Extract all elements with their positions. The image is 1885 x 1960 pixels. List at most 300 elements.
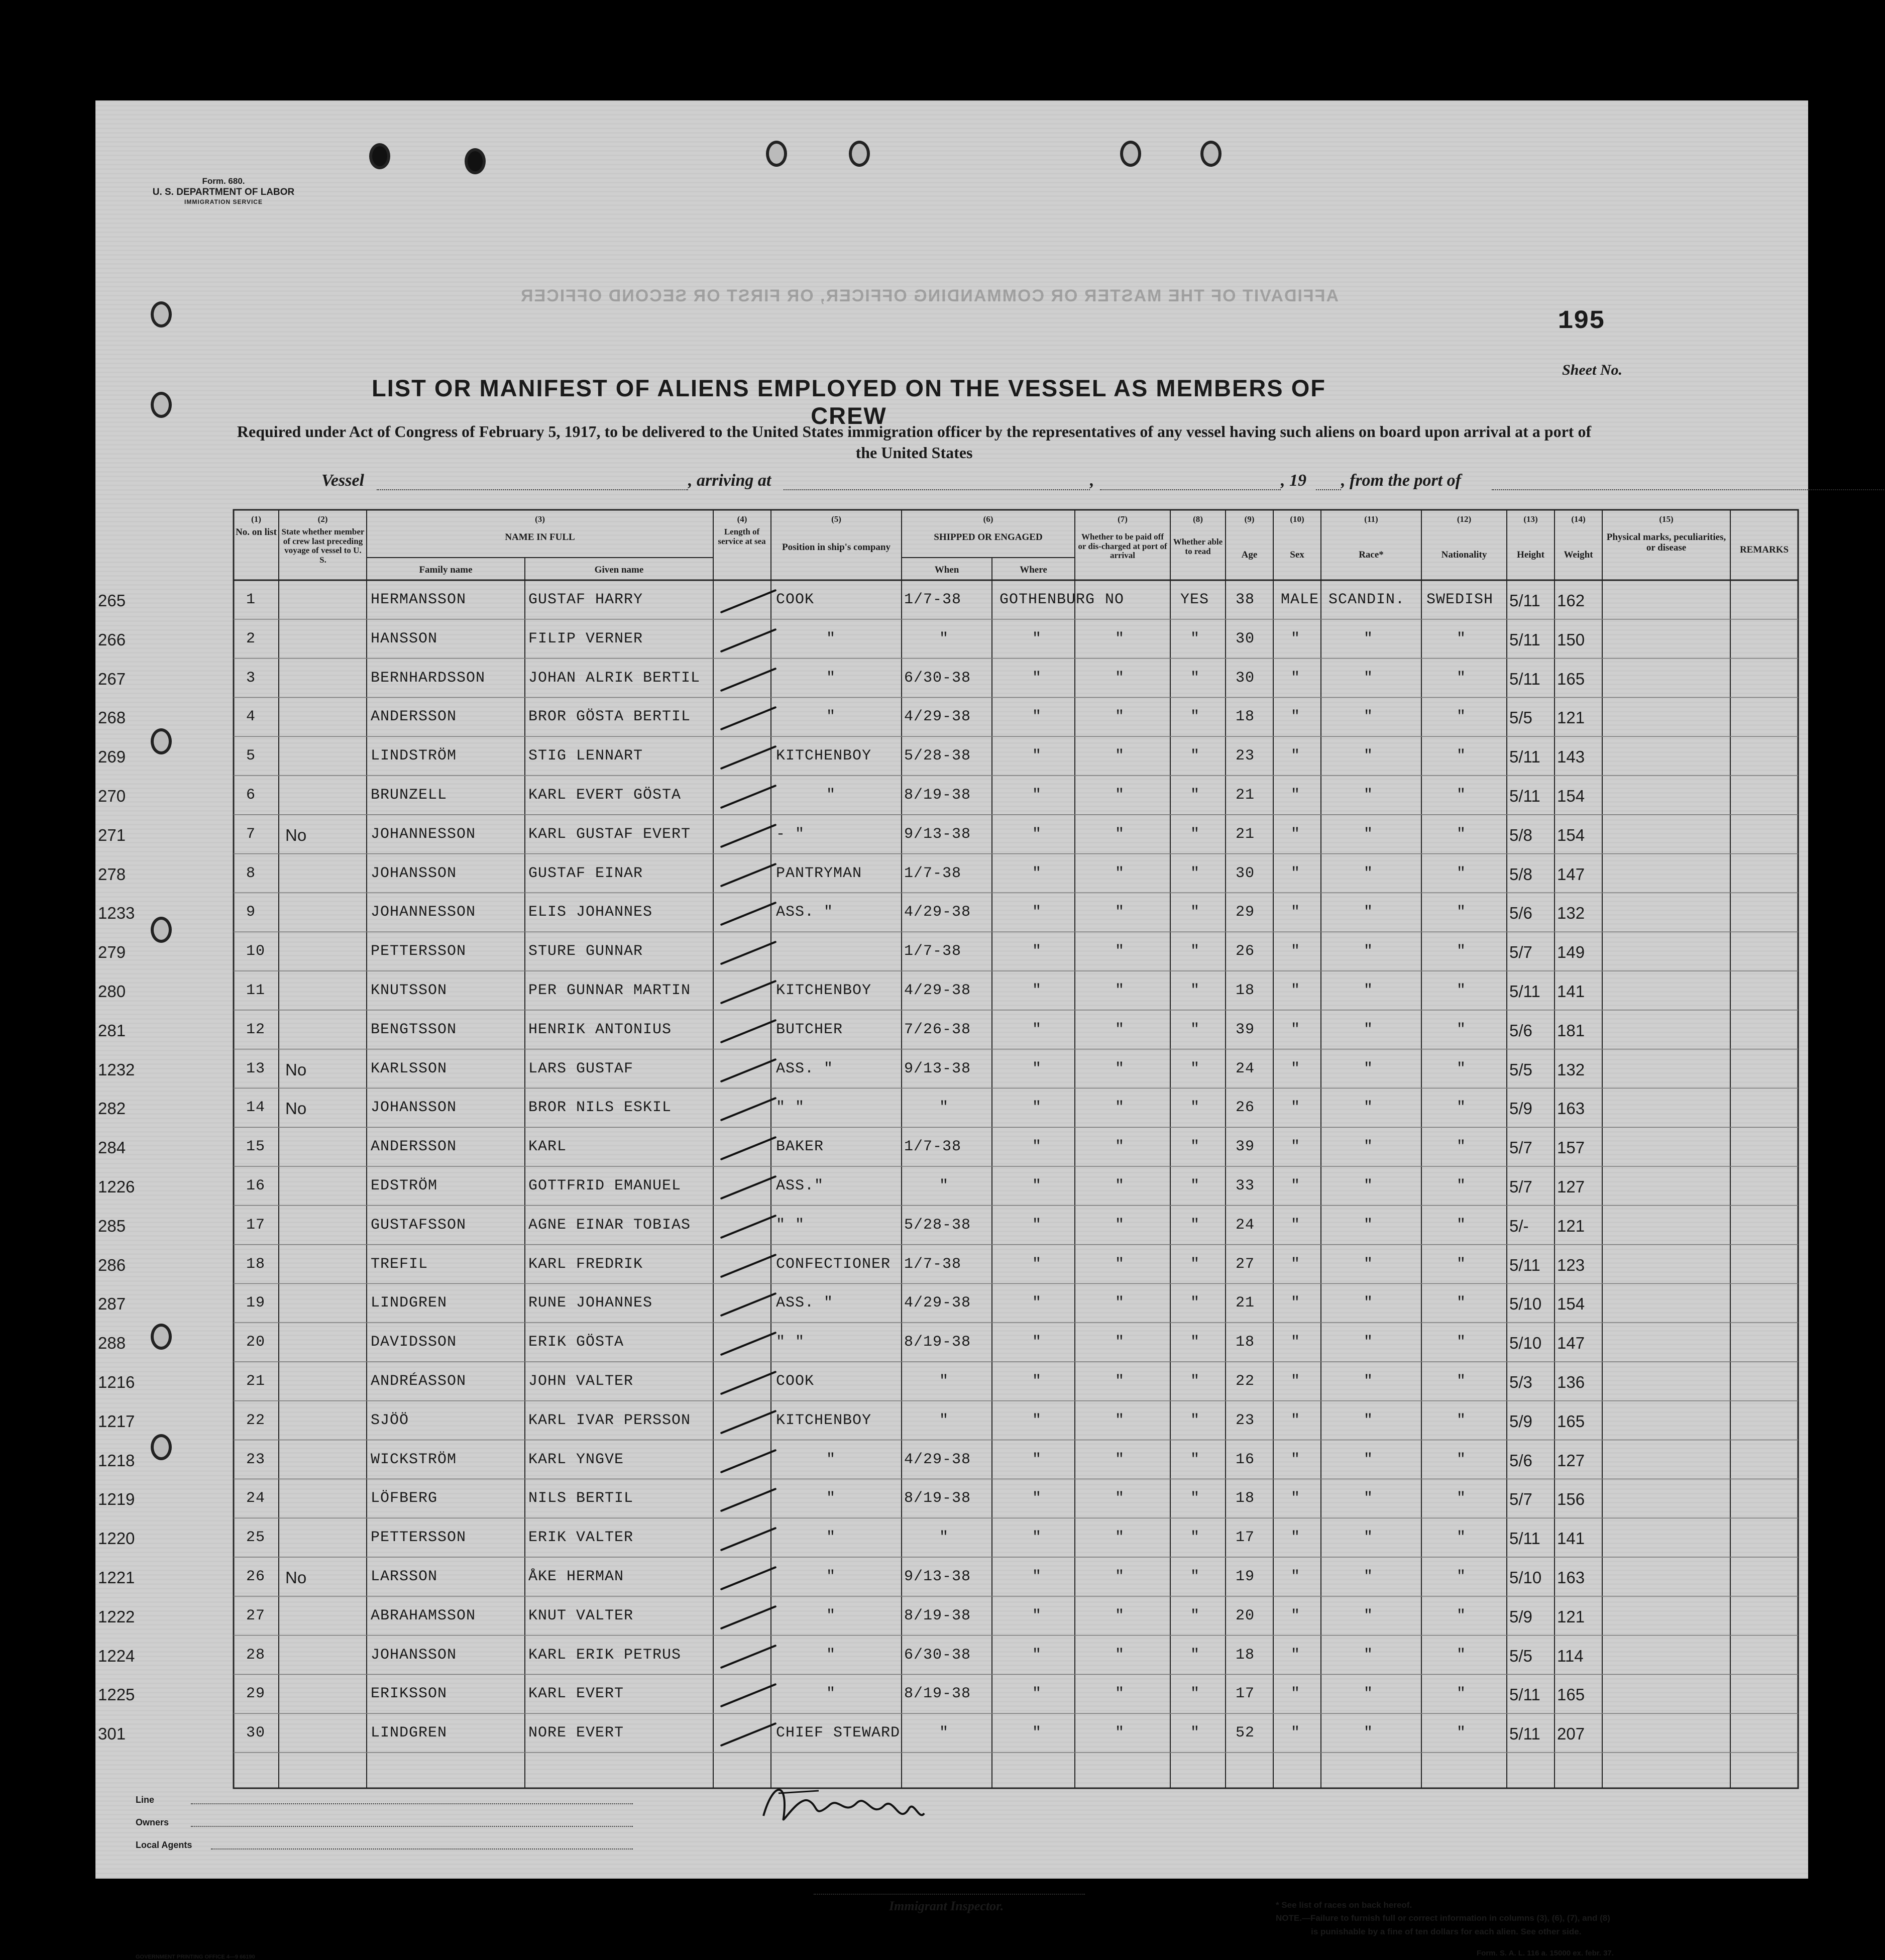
cell-no: 25 — [246, 1529, 266, 1547]
cell-when: 5/28-38 — [904, 1216, 971, 1234]
cell-height: 5/6 — [1509, 1021, 1532, 1040]
punch-hole — [1120, 141, 1141, 167]
cell-family: BENGTSSON — [371, 1021, 457, 1038]
col-head-paid-off: Whether to be paid off or dis-charged at port of arrival — [1078, 532, 1167, 561]
cell-nationality: " — [1457, 1685, 1467, 1703]
col-head-name-in-full: NAME IN FULL — [505, 532, 575, 542]
cell-given: FILIP VERNER — [528, 630, 643, 647]
cell-read: " — [1190, 1294, 1200, 1312]
cell-paid: " — [1115, 708, 1125, 726]
cell-weight: 181 — [1557, 1021, 1585, 1040]
cell-where: " — [1032, 1646, 1042, 1664]
cell-no: 19 — [246, 1294, 266, 1312]
cell-race: " — [1364, 904, 1374, 921]
cell-given: KARL IVAR PERSSON — [528, 1411, 691, 1429]
cell-no: 29 — [246, 1685, 266, 1703]
cell-race: " — [1364, 747, 1374, 765]
arriving-field — [784, 473, 1090, 490]
cell-no: 28 — [246, 1646, 266, 1664]
cell-race: " — [1364, 1411, 1374, 1429]
cell-nationality: SWEDISH — [1426, 591, 1494, 608]
cell-given: ÅKE HERMAN — [528, 1568, 624, 1585]
col-head-sex: Sex — [1290, 550, 1304, 560]
cell-family: LINDSTRÖM — [371, 747, 457, 765]
cell-read: " — [1190, 669, 1200, 687]
cell-age: 24 — [1236, 1216, 1255, 1234]
cell-margin: 266 — [98, 630, 126, 649]
cell-sex: " — [1291, 1334, 1301, 1351]
cell-height: 5/8 — [1509, 825, 1532, 844]
printer-imprint: GOVERNMENT PRINTING OFFICE 4—9 66190 — [136, 1954, 255, 1960]
cell-position: " — [826, 1490, 836, 1507]
col-head-physical-marks: Physical marks, peculiarities, or disease — [1606, 532, 1726, 553]
cell-race: " — [1364, 630, 1374, 647]
cell-age: 23 — [1236, 747, 1255, 765]
cell-position: COOK — [776, 591, 815, 608]
cell-height: 5/11 — [1509, 1529, 1540, 1548]
cell-sex: " — [1291, 1060, 1301, 1077]
cell-height: 5/11 — [1509, 787, 1540, 805]
cell-race: " — [1364, 1529, 1374, 1547]
cell-position: KITCHENBOY — [776, 1411, 872, 1429]
cell-when: 5/28-38 — [904, 747, 971, 765]
cell-no: 13 — [246, 1060, 266, 1077]
cell-when: " — [939, 1099, 949, 1117]
cell-position: BUTCHER — [776, 1021, 843, 1038]
footnote-races: * See list of races on back hereof. — [1276, 1900, 1412, 1910]
service-tick-mark — [720, 667, 777, 692]
owners-field — [191, 1826, 633, 1827]
cell-position: " — [826, 787, 836, 804]
cell-margin: 280 — [98, 982, 126, 1001]
cell-when: 6/30-38 — [904, 1646, 971, 1664]
cell-family: BRUNZELL — [371, 787, 448, 804]
cell-sex: " — [1291, 1138, 1301, 1156]
cell-height: 5/10 — [1509, 1568, 1542, 1587]
service-tick-mark — [720, 823, 777, 848]
cell-race: " — [1364, 943, 1374, 960]
cell-read: " — [1190, 1216, 1200, 1234]
cell-paid: " — [1115, 864, 1125, 882]
footnote — [1276, 1899, 1678, 1938]
cell-when: 1/7-38 — [904, 864, 962, 882]
cell-paid: " — [1115, 1724, 1125, 1742]
cell-where: " — [1032, 1099, 1042, 1117]
document-subtitle: Required under Act of Congress of February 5, 1917, to be delivered to the United States immigration officer by the representatives of any vessel having such aliens on board upon arrival at a port of the United States — [237, 422, 1592, 462]
cell-nationality: " — [1457, 747, 1467, 765]
cell-margin: 1218 — [98, 1451, 135, 1470]
col-head-length-of-service: Length of service at sea — [718, 527, 766, 546]
col-num-8: (8) — [1193, 514, 1203, 524]
cell-paid: " — [1115, 1685, 1125, 1703]
cell-given: KARL FREDRIK — [528, 1255, 643, 1273]
cell-family: EDSTRÖM — [371, 1177, 438, 1194]
col-head-given-name: Given name — [594, 565, 644, 575]
cell-position: " " — [776, 1334, 805, 1351]
cell-height: 5/7 — [1509, 943, 1532, 962]
cell-race: " — [1364, 1294, 1374, 1312]
cell-weight: 165 — [1557, 1685, 1585, 1704]
form-identifier — [143, 176, 304, 206]
service-name: IMMIGRATION SERVICE — [184, 198, 263, 205]
cell-weight: 121 — [1557, 1216, 1585, 1235]
bleed-through-text: AFFIDAVIT OF THE MASTER OR COMMANDING OFFICER, OR FIRST OR SECOND OFFICER — [520, 286, 1339, 305]
cell-age: 29 — [1236, 904, 1255, 921]
cell-when: 1/7-38 — [904, 1255, 962, 1273]
col-head-height: Height — [1517, 550, 1544, 560]
cell-weight: 147 — [1557, 864, 1585, 884]
cell-paid: " — [1115, 669, 1125, 687]
cell-no: 20 — [246, 1334, 266, 1351]
cell-where: " — [1032, 864, 1042, 882]
cell-when: 4/29-38 — [904, 1451, 971, 1468]
col-head-previous-voyage: State whether member of crew last preceding voyage of vessel to U. S. — [281, 527, 365, 565]
cell-family: LINDGREN — [371, 1724, 448, 1742]
cell-age: 38 — [1236, 591, 1255, 608]
cell-nationality: " — [1457, 1255, 1467, 1273]
cell-no: 9 — [246, 904, 256, 921]
cell-no: 10 — [246, 943, 266, 960]
cell-given: KARL EVERT — [528, 1685, 624, 1703]
cell-margin: 285 — [98, 1216, 126, 1235]
service-tick-mark — [720, 1175, 777, 1200]
cell-no: 2 — [246, 630, 256, 647]
cell-nationality: " — [1457, 1724, 1467, 1742]
cell-when: 6/30-38 — [904, 669, 971, 687]
cell-paid: " — [1115, 1060, 1125, 1077]
cell-when: 4/29-38 — [904, 708, 971, 726]
cell-age: 23 — [1236, 1411, 1255, 1429]
service-tick-mark — [720, 1722, 777, 1747]
cell-no: 15 — [246, 1138, 266, 1156]
cell-height: 5/11 — [1509, 1724, 1540, 1744]
cell-height: 5/7 — [1509, 1138, 1532, 1157]
cell-position: BAKER — [776, 1138, 824, 1156]
cell-margin: 301 — [98, 1724, 126, 1744]
cell-sex: " — [1291, 747, 1301, 765]
service-tick-mark — [720, 1292, 777, 1317]
service-tick-mark — [720, 589, 777, 614]
cell-where: " — [1032, 1451, 1042, 1468]
cell-nationality: " — [1457, 904, 1467, 921]
cell-sex: " — [1291, 1255, 1301, 1273]
service-tick-mark — [720, 902, 777, 926]
cell-weight: 154 — [1557, 1294, 1585, 1314]
cell-read: " — [1190, 1373, 1200, 1390]
cell-when: " — [939, 1373, 949, 1390]
cell-paid: " — [1115, 1568, 1125, 1585]
service-tick-mark — [720, 1253, 777, 1278]
cell-age: 30 — [1236, 669, 1255, 687]
col-head-able-to-read: Whether able to read — [1173, 537, 1223, 556]
cell-weight: 162 — [1557, 591, 1585, 610]
punch-hole — [1200, 141, 1222, 167]
cell-margin: 279 — [98, 943, 126, 962]
cell-race: " — [1364, 1373, 1374, 1390]
cell-where: " — [1032, 1411, 1042, 1429]
punch-hole — [465, 148, 486, 174]
cell-height: 5/11 — [1509, 747, 1540, 767]
cell-nationality: " — [1457, 1646, 1467, 1664]
cell-race: " — [1364, 1490, 1374, 1507]
punch-hole — [151, 728, 172, 754]
cell-nationality: " — [1457, 708, 1467, 726]
cell-family: ANDRÉASSON — [371, 1373, 467, 1390]
cell-when: 1/7-38 — [904, 1138, 962, 1156]
cell-given: GUSTAF HARRY — [528, 591, 643, 608]
cell-position: " — [826, 1685, 836, 1703]
cell-age: 39 — [1236, 1138, 1255, 1156]
cell-when: 7/26-38 — [904, 1021, 971, 1038]
service-tick-mark — [720, 1449, 777, 1473]
cell-when: " — [939, 1411, 949, 1429]
cell-read: " — [1190, 1255, 1200, 1273]
cell-margin: 1217 — [98, 1411, 135, 1431]
cell-where: " — [1032, 630, 1042, 647]
cell-given: HENRIK ANTONIUS — [528, 1021, 672, 1038]
cell-read: " — [1190, 747, 1200, 765]
inspector-line — [814, 1894, 1085, 1895]
cell-sex: " — [1291, 1216, 1301, 1234]
cell-read: " — [1190, 1724, 1200, 1742]
cell-family: WICKSTRÖM — [371, 1451, 457, 1468]
cell-sex: " — [1291, 1568, 1301, 1585]
col-head-nationality: Nationality — [1441, 550, 1487, 560]
cell-read: " — [1190, 1138, 1200, 1156]
cell-margin: 1219 — [98, 1490, 135, 1509]
cell-given: BROR NILS ESKIL — [528, 1099, 672, 1117]
cell-age: 20 — [1236, 1607, 1255, 1624]
cell-paid: NO — [1105, 591, 1125, 608]
cell-nationality: " — [1457, 1138, 1467, 1156]
punch-hole — [849, 141, 870, 167]
cell-given: JOHAN ALRIK BERTIL — [528, 669, 701, 687]
cell-margin: 288 — [98, 1334, 126, 1353]
cell-read: " — [1190, 1021, 1200, 1038]
cell-margin: 278 — [98, 864, 126, 884]
col-head-no-on-list: No. on list — [236, 527, 277, 537]
cell-given: LARS GUSTAF — [528, 1060, 634, 1077]
cell-when: 1/7-38 — [904, 591, 962, 608]
cell-no: 23 — [246, 1451, 266, 1468]
from-port-label: , from the port of — [1341, 471, 1461, 490]
cell-margin: 271 — [98, 825, 126, 844]
cell-age: 21 — [1236, 1294, 1255, 1312]
cell-age: 33 — [1236, 1177, 1255, 1194]
col-num-7: (7) — [1118, 514, 1128, 524]
cell-given: JOHN VALTER — [528, 1373, 634, 1390]
cell-no: 12 — [246, 1021, 266, 1038]
cell-height: 5/11 — [1509, 1685, 1540, 1704]
cell-race: " — [1364, 1568, 1374, 1585]
department-name: U. S. DEPARTMENT OF LABOR — [152, 187, 295, 198]
form-number: Form. 680. — [202, 176, 245, 186]
cell-read: " — [1190, 825, 1200, 843]
cell-paid: " — [1115, 1529, 1125, 1547]
cell-race: " — [1364, 787, 1374, 804]
cell-sex: " — [1291, 1373, 1301, 1390]
cell-weight: 154 — [1557, 825, 1585, 844]
col-num-15: (15) — [1659, 514, 1674, 524]
cell-when: 4/29-38 — [904, 1294, 971, 1312]
cell-position: - " — [776, 825, 805, 843]
cell-no: 17 — [246, 1216, 266, 1234]
cell-family: ANDERSSON — [371, 708, 457, 726]
cell-read: " — [1190, 1568, 1200, 1585]
cell-when: " — [939, 1177, 949, 1194]
cell-nationality: " — [1457, 1490, 1467, 1507]
cell-race: " — [1364, 1060, 1374, 1077]
cell-read: " — [1190, 787, 1200, 804]
cell-weight: 163 — [1557, 1568, 1585, 1587]
cell-position: COOK — [776, 1373, 815, 1390]
cell-given: KARL ERIK PETRUS — [528, 1646, 682, 1664]
cell-when: 9/13-38 — [904, 1060, 971, 1077]
col-num-14: (14) — [1571, 514, 1586, 524]
cell-age: 18 — [1236, 1334, 1255, 1351]
cell-family: SJÖÖ — [371, 1411, 409, 1429]
col-num-4: (4) — [737, 514, 747, 524]
cell-age: 21 — [1236, 825, 1255, 843]
cell-family: ANDERSSON — [371, 1138, 457, 1156]
page-number: 195 — [1558, 306, 1605, 336]
cell-race: " — [1364, 1177, 1374, 1194]
service-tick-mark — [720, 941, 777, 965]
cell-nationality: " — [1457, 1021, 1467, 1038]
col-num-1: (1) — [251, 514, 261, 524]
cell-no: 14 — [246, 1099, 266, 1117]
cell-sex: " — [1291, 1685, 1301, 1703]
cell-no: 18 — [246, 1255, 266, 1273]
cell-where: " — [1032, 1021, 1042, 1038]
punch-hole — [369, 143, 390, 169]
cell-no: 7 — [246, 825, 256, 843]
col-head-where: Where — [1020, 565, 1047, 575]
cell-where: " — [1032, 1529, 1042, 1547]
cell-where: " — [1032, 1294, 1042, 1312]
cell-weight: 114 — [1557, 1646, 1584, 1665]
cell-where: " — [1032, 1177, 1042, 1194]
cell-where: GOTHENBURG — [1000, 591, 1095, 608]
cell-paid: " — [1115, 1138, 1125, 1156]
cell-sex: " — [1291, 864, 1301, 882]
cell-nationality: " — [1457, 1411, 1467, 1429]
cell-paid: " — [1115, 787, 1125, 804]
cell-paid: " — [1115, 943, 1125, 960]
arriving-label: , arriving at — [688, 471, 771, 490]
cell-read: " — [1190, 1334, 1200, 1351]
cell-given: KNUT VALTER — [528, 1607, 634, 1624]
cell-nationality: " — [1457, 1099, 1467, 1117]
cell-sex: " — [1291, 982, 1301, 999]
cell-position: " — [826, 1607, 836, 1624]
cell-when: " — [939, 630, 949, 647]
cell-where: " — [1032, 1060, 1042, 1077]
cell-family: ABRAHAMSSON — [371, 1607, 476, 1624]
cell-age: 17 — [1236, 1685, 1255, 1703]
vessel-label: Vessel — [321, 471, 364, 490]
cell-weight: 157 — [1557, 1138, 1585, 1157]
cell-age: 39 — [1236, 1021, 1255, 1038]
cell-position: CONFECTIONER — [776, 1255, 891, 1273]
year-field — [1316, 473, 1341, 490]
cell-sex: " — [1291, 943, 1301, 960]
cell-where: " — [1032, 1373, 1042, 1390]
cell-family: PETTERSSON — [371, 943, 467, 960]
cell-nationality: " — [1457, 825, 1467, 843]
col-head-family-name: Family name — [419, 565, 473, 575]
cell-when: 9/13-38 — [904, 825, 971, 843]
cell-margin: 270 — [98, 787, 126, 805]
cell-age: 22 — [1236, 1373, 1255, 1390]
cell-where: " — [1032, 825, 1042, 843]
cell-sex: " — [1291, 1490, 1301, 1507]
punch-hole — [151, 1324, 172, 1350]
cell-given: ERIK GÖSTA — [528, 1334, 624, 1351]
cell-nationality: " — [1457, 787, 1467, 804]
cell-where: " — [1032, 708, 1042, 726]
cell-given: STURE GUNNAR — [528, 943, 643, 960]
cell-nationality: " — [1457, 630, 1467, 647]
col-num-5: (5) — [831, 514, 841, 524]
cell-race: " — [1364, 982, 1374, 999]
cell-given: AGNE EINAR TOBIAS — [528, 1216, 691, 1234]
cell-age: 30 — [1236, 864, 1255, 882]
cell-position: " — [826, 669, 836, 687]
cell-paid: " — [1115, 1177, 1125, 1194]
cell-sex: " — [1291, 1724, 1301, 1742]
col-num-12: (12) — [1457, 514, 1472, 524]
cell-weight: 132 — [1557, 1060, 1585, 1079]
cell-no: 27 — [246, 1607, 266, 1624]
punch-hole — [151, 392, 172, 418]
cell-no: 8 — [246, 864, 256, 882]
line-field — [191, 1803, 633, 1804]
col-num-10: (10) — [1290, 514, 1304, 524]
cell-sex: " — [1291, 1607, 1301, 1624]
local-agents-label: Local Agents — [136, 1840, 192, 1850]
col-num-9: (9) — [1244, 514, 1255, 524]
cell-prev: No — [285, 825, 307, 844]
cell-where: " — [1032, 1490, 1042, 1507]
cell-when: 8/19-38 — [904, 787, 971, 804]
cell-nationality: " — [1457, 982, 1467, 999]
cell-where: " — [1032, 1568, 1042, 1585]
cell-sex: MALE — [1281, 591, 1319, 608]
vessel-line — [231, 471, 1688, 494]
cell-given: PER GUNNAR MARTIN — [528, 982, 691, 999]
cell-position: " — [826, 1646, 836, 1664]
cell-no: 6 — [246, 787, 256, 804]
cell-given: NORE EVERT — [528, 1724, 624, 1742]
punch-hole — [151, 1434, 172, 1460]
cell-position: KITCHENBOY — [776, 747, 872, 765]
cell-weight: 136 — [1557, 1373, 1585, 1391]
cell-margin: 1232 — [98, 1060, 135, 1079]
cell-position: ASS. " — [776, 1294, 834, 1312]
cell-sex: " — [1291, 1646, 1301, 1664]
cell-race: " — [1364, 1685, 1374, 1703]
cell-margin: 1216 — [98, 1373, 135, 1391]
cell-sex: " — [1291, 1411, 1301, 1429]
cell-weight: 165 — [1557, 669, 1585, 688]
cell-nationality: " — [1457, 943, 1467, 960]
cell-height: 5/9 — [1509, 1411, 1532, 1431]
col-head-remarks: REMARKS — [1739, 545, 1789, 555]
cell-race: SCANDIN. — [1328, 591, 1405, 608]
cell-age: 18 — [1236, 982, 1255, 999]
service-tick-mark — [720, 1605, 777, 1629]
